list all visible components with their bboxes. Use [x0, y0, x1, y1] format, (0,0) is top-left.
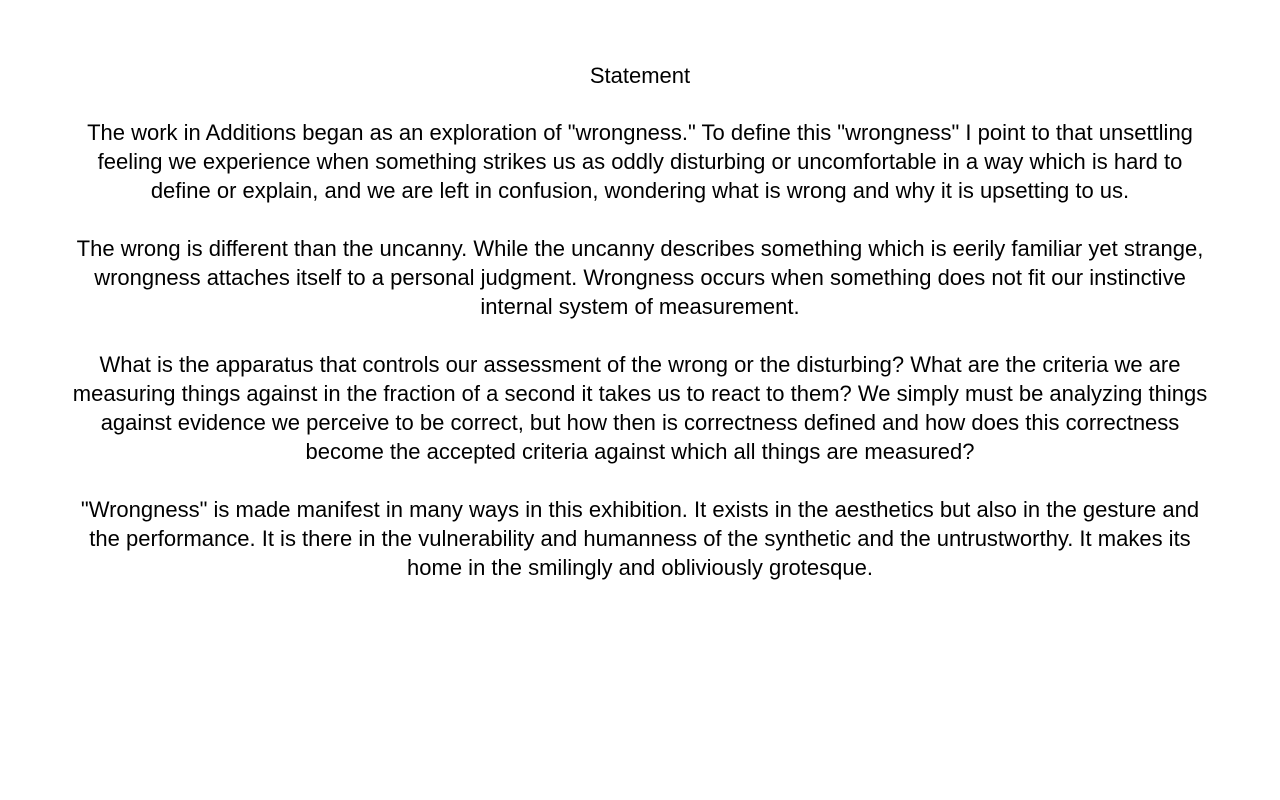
- page-title: Statement: [589, 63, 691, 88]
- paragraph-1: The work in Additions began as an exploration of "wrongness." To define this "wrongness" I point to that unsettling feeling we experience when something strikes us as oddly disturbing or uncomfortable in a way which is hard to define or explain, and we are left in confusion, wondering what is wrong and why it is upsetting to us.: [87, 120, 1193, 203]
- paragraph-2: The wrong is different than the uncanny. While the uncanny describes something which is eerily familiar yet strange, wrongness attaches itself to a personal judgment. Wrongness occurs when something does not fit our instinctive internal system of measurement.: [76, 236, 1204, 319]
- paragraph-3: What is the apparatus that controls our assessment of the wrong or the disturbing? What are the criteria we are measuring things against in the fraction of a second it takes us to react to them? We simply must be analyzing things against evidence we perceive to be correct, but how then is correctness defined and how does this correctness become the accepted criteria against which all things are measured?: [72, 352, 1208, 464]
- paragraph-4: "Wrongness" is made manifest in many ways in this exhibition. It exists in the aesthetics but also in the gesture and the performance. It is there in the vulnerability and humanness of the synthetic and the untrustworthy. It makes its home in the smilingly and obliviously grotesque.: [80, 497, 1200, 580]
